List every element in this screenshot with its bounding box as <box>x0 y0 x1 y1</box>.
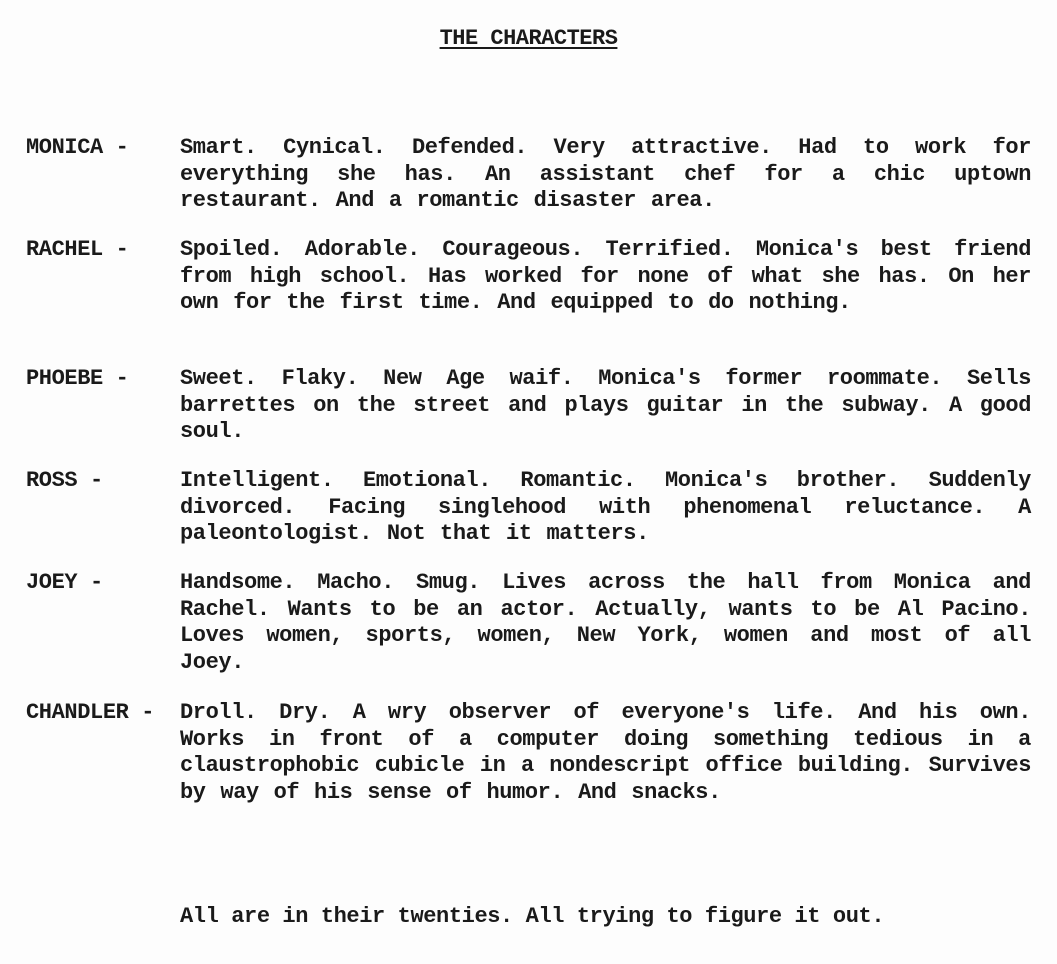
character-entry-monica <box>26 135 1031 215</box>
character-name: MONICA - <box>26 135 129 160</box>
character-description: Droll. Dry. A wry observer of everyone's life. And his own. Works in front of a computer doing something tedious in a claustrophobic cubicle in a nondescript office building. Survives by way of his sense of humor. And snacks. <box>180 700 1031 805</box>
character-name: JOEY - <box>26 570 103 595</box>
page-title <box>0 26 1057 51</box>
character-name: ROSS - <box>26 468 103 493</box>
character-description: Intelligent. Emotional. Romantic. Monica's brother. Suddenly divorced. Facing singlehood with phenomenal reluctance. A paleontologist. Not that it matters. <box>180 468 1031 546</box>
closing-line: All are in their twenties. All trying to figure it out. <box>180 904 885 929</box>
character-description: Spoiled. Adorable. Courageous. Terrified. Monica's best friend from high school. Has worked for none of what she has. On her own for the first time. And equipped to do nothing. <box>180 237 1031 315</box>
character-entry-joey <box>26 570 1031 676</box>
character-name: PHOEBE - <box>26 366 129 391</box>
character-entry-phoebe <box>26 366 1031 446</box>
character-description: Smart. Cynical. Defended. Very attractive. Had to work for everything she has. An assistant chef for a chic uptown restaurant. And a romantic disaster area. <box>180 135 1031 213</box>
character-name: RACHEL - <box>26 237 129 262</box>
character-entry-rachel <box>26 237 1031 317</box>
character-description: Sweet. Flaky. New Age waif. Monica's former roommate. Sells barrettes on the street and plays guitar in the subway. A good soul. <box>180 366 1031 444</box>
character-name: CHANDLER - <box>26 700 155 725</box>
page-title-text: THE CHARACTERS <box>439 26 618 51</box>
character-description: Handsome. Macho. Smug. Lives across the hall from Monica and Rachel. Wants to be an actor. Actually, wants to be Al Pacino. Loves women, sports, women, New York, women and most of all Joey. <box>180 570 1031 675</box>
character-entry-chandler <box>26 700 1031 806</box>
character-entry-ross <box>26 468 1031 548</box>
